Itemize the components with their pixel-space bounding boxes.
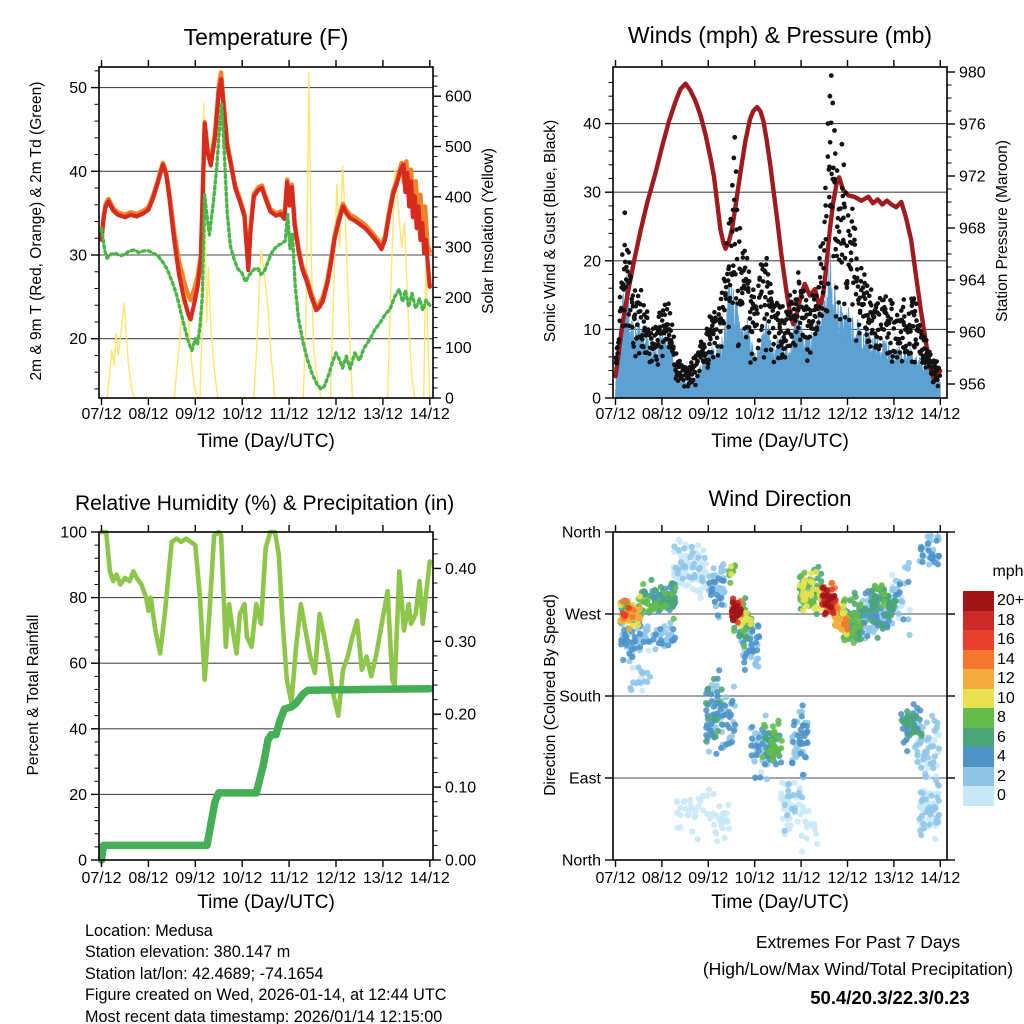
pressure-y-axis-right-label: Station Pressure (Maroon) [994,140,1011,322]
svg-text:80: 80 [69,590,87,608]
svg-text:972: 972 [959,168,986,186]
rainfall-y-axis-left-label: Percent & Total Rainfall [25,614,42,776]
legend-label: 6 [997,728,1006,746]
legend-swatch [963,611,994,631]
svg-text:South: South [559,688,601,706]
svg-text:968: 968 [959,220,986,238]
svg-text:10/12: 10/12 [222,870,263,887]
svg-text:08/12: 08/12 [128,870,169,887]
legend-swatch [963,650,994,670]
extremes-subtitle: (High/Low/Max Wind/Total Precipitation) [702,959,1014,980]
svg-text:08/12: 08/12 [641,406,682,423]
footer-created: Figure created on Wed, 2026-01-14, at 12:44 UTC [85,986,447,1005]
svg-text:11/12: 11/12 [269,406,309,423]
svg-text:0.40: 0.40 [445,560,477,578]
svg-text:10/12: 10/12 [222,406,263,423]
svg-text:09/12: 09/12 [688,406,729,423]
svg-text:400: 400 [445,189,472,207]
legend-swatch [963,747,994,767]
legend-title: mph [992,563,1024,580]
svg-text:0: 0 [592,390,601,408]
wind-direction-panel [559,525,960,887]
svg-text:0.30: 0.30 [445,633,477,651]
svg-text:50: 50 [69,80,87,98]
legend-label: 14 [997,650,1015,668]
svg-text:0.10: 0.10 [445,779,477,797]
temperature-panel [69,60,472,423]
svg-text:07/12: 07/12 [81,870,122,887]
extremes-summary [690,929,1024,1011]
svg-text:12/12: 12/12 [315,406,357,423]
svg-text:07/12: 07/12 [595,870,636,887]
svg-text:0: 0 [78,852,87,870]
svg-text:980: 980 [959,64,986,82]
svg-text:960: 960 [959,324,986,342]
wind-direction-x-axis-label: Time (Day/UTC) [711,892,849,913]
legend-label: 8 [997,709,1006,726]
legend-label: 20+ [997,592,1024,609]
station-info-footer [85,921,446,1024]
svg-text:East: East [568,770,601,788]
svg-text:14/12: 14/12 [409,406,450,423]
svg-text:09/12: 09/12 [175,406,216,423]
legend-swatch [963,591,994,611]
svg-text:10/12: 10/12 [734,870,775,887]
svg-text:976: 976 [959,116,986,134]
svg-text:13/12: 13/12 [873,870,914,887]
svg-text:12/12: 12/12 [827,870,868,887]
svg-text:100: 100 [445,340,472,358]
legend-label: 4 [997,748,1006,765]
svg-text:07/12: 07/12 [595,406,636,423]
extremes-title: Extremes For Past 7 Days [755,932,961,952]
extremes-values: 50.4/20.3/22.3/0.23 [810,986,970,1008]
svg-text:08/12: 08/12 [641,870,682,887]
svg-text:10/12: 10/12 [734,406,775,423]
temperature-panel-title: Temperature (F) [183,24,349,50]
svg-text:11/12: 11/12 [781,406,821,423]
footer-location: Location: Medusa [85,922,213,940]
svg-text:200: 200 [445,289,472,307]
svg-text:0.00: 0.00 [445,852,477,870]
legend-label: 10 [997,689,1015,707]
direction-y-axis-left-label: Direction (Colored By Speed) [542,594,559,796]
legend-swatch [963,708,994,728]
svg-text:20: 20 [69,786,87,804]
svg-text:12/12: 12/12 [315,870,357,887]
svg-text:West: West [564,606,601,624]
svg-text:100: 100 [60,524,87,542]
legend-label: 12 [997,670,1015,687]
svg-text:North: North [561,524,601,542]
svg-text:20: 20 [69,331,87,349]
solar-y-axis-right-label: Solar Insolation (Yellow) [480,148,497,314]
svg-text:30: 30 [69,247,87,265]
svg-text:14/12: 14/12 [409,870,450,887]
legend-label: 2 [997,767,1006,785]
svg-text:11/12: 11/12 [781,870,821,887]
svg-text:0.20: 0.20 [445,706,477,724]
svg-text:10: 10 [583,321,601,339]
legend-label: 18 [997,611,1015,629]
legend-swatch [963,767,994,787]
legend-swatch [963,669,994,689]
temperature-x-axis-label: Time (Day/UTC) [197,431,335,452]
svg-text:13/12: 13/12 [362,406,403,423]
svg-text:964: 964 [959,272,986,290]
svg-text:13/12: 13/12 [362,870,403,887]
svg-text:500: 500 [445,139,472,156]
legend-swatch [963,689,994,709]
wind-direction-panel-title: Wind Direction [708,486,852,511]
svg-text:60: 60 [69,655,87,673]
svg-text:09/12: 09/12 [688,870,729,887]
wind-y-axis-left-label: Sonic Wind & Gust (Blue, Black) [542,119,559,343]
svg-text:956: 956 [959,376,986,394]
legend-label: 16 [997,631,1015,648]
humidity-x-axis-label: Time (Day/UTC) [197,892,335,913]
svg-text:300: 300 [445,239,472,257]
humidity-precip-panel [60,525,476,888]
svg-text:40: 40 [69,163,87,181]
temperature-y-axis-left-label: 2m & 9m T (Red, Orange) & 2m Td (Green) [28,81,45,381]
svg-text:13/12: 13/12 [873,406,914,423]
footer-latlon: Station lat/lon: 42.4689; -74.1654 [85,964,324,983]
svg-text:14/12: 14/12 [920,406,961,423]
svg-text:0: 0 [445,390,454,408]
legend-swatch [963,786,994,806]
winds-pressure-panel-title: Winds (mph) & Pressure (mb) [627,22,933,48]
legend-label: 0 [997,787,1006,804]
svg-text:14/12: 14/12 [920,870,961,887]
svg-text:600: 600 [445,88,472,106]
svg-text:40: 40 [583,116,601,134]
svg-text:40: 40 [69,721,87,739]
svg-text:20: 20 [583,253,601,271]
svg-text:12/12: 12/12 [827,406,868,423]
svg-text:08/12: 08/12 [128,406,169,423]
svg-text:11/12: 11/12 [269,870,309,887]
footer-elevation: Station elevation: 380.147 m [85,943,291,962]
humidity-precip-panel-title: Relative Humidity (%) & Precipitation (in) [75,492,455,515]
winds-x-axis-label: Time (Day/UTC) [711,431,849,452]
svg-text:North: North [561,852,601,870]
legend-swatch [963,728,994,748]
svg-text:07/12: 07/12 [81,406,122,423]
legend-swatch [963,630,994,650]
footer-timestamp: Most recent data timestamp: 2026/01/14 12:15:00 [85,1007,443,1024]
svg-text:09/12: 09/12 [175,870,216,887]
svg-text:30: 30 [583,184,601,202]
